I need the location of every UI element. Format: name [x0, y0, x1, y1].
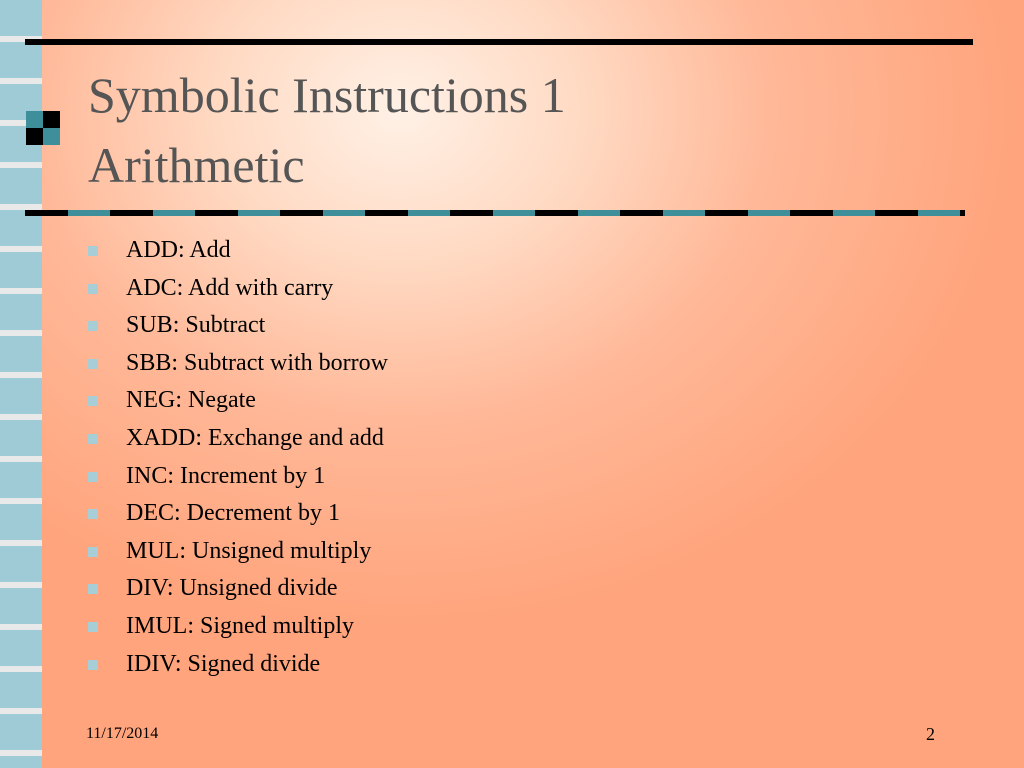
- list-item: [88, 420, 388, 458]
- slide-title-line-1: Symbolic Instructions 1: [88, 67, 566, 123]
- square-bullet-icon: [88, 472, 98, 482]
- list-item: [88, 345, 388, 383]
- slide-title-line-2: Arithmetic: [88, 137, 305, 193]
- list-item-text: IMUL: Signed multiply: [126, 612, 354, 639]
- list-item-text: IDIV: Signed divide: [126, 650, 321, 677]
- list-item: [88, 307, 388, 345]
- list-item: [88, 533, 388, 571]
- square-bullet-icon: [88, 622, 98, 632]
- square-bullet-icon: [88, 359, 98, 369]
- list-item-text: INC: Increment by 1: [126, 462, 326, 489]
- list-item-text: SUB: Subtract: [126, 312, 266, 339]
- bullet-list: [88, 232, 388, 683]
- list-item: [88, 570, 388, 608]
- list-item-text: SBB: Subtract with borrow: [126, 349, 388, 376]
- title-bottom-dashed-rule: [25, 210, 965, 216]
- square-bullet-icon: [88, 660, 98, 670]
- list-item: [88, 232, 388, 270]
- footer-date: 11/17/2014: [86, 725, 159, 742]
- list-item: [88, 646, 388, 684]
- square-bullet-icon: [88, 584, 98, 594]
- square-bullet-icon: [88, 547, 98, 557]
- list-item-text: ADD: Add: [126, 237, 231, 263]
- square-bullet-icon: [88, 396, 98, 406]
- list-item-text: DEC: Decrement by 1: [126, 500, 340, 527]
- list-item-text: XADD: Exchange and add: [126, 424, 384, 451]
- list-item: [88, 458, 388, 496]
- list-item-text: NEG: Negate: [126, 387, 256, 414]
- list-item: [88, 270, 388, 308]
- checker-squares-icon: [26, 111, 60, 145]
- list-item: [88, 495, 388, 533]
- list-item-text: ADC: Add with carry: [126, 274, 334, 301]
- square-bullet-icon: [88, 321, 98, 331]
- title-top-rule: [25, 39, 973, 45]
- square-bullet-icon: [88, 434, 98, 444]
- list-item: [88, 382, 388, 420]
- list-item-text: DIV: Unsigned divide: [126, 575, 338, 602]
- list-item: [88, 608, 388, 646]
- list-item-text: MUL: Unsigned multiply: [126, 537, 372, 564]
- footer-page-number: 2: [926, 724, 935, 744]
- square-bullet-icon: [88, 509, 98, 519]
- slide-title: [88, 60, 566, 200]
- square-bullet-icon: [88, 246, 98, 256]
- square-bullet-icon: [88, 284, 98, 294]
